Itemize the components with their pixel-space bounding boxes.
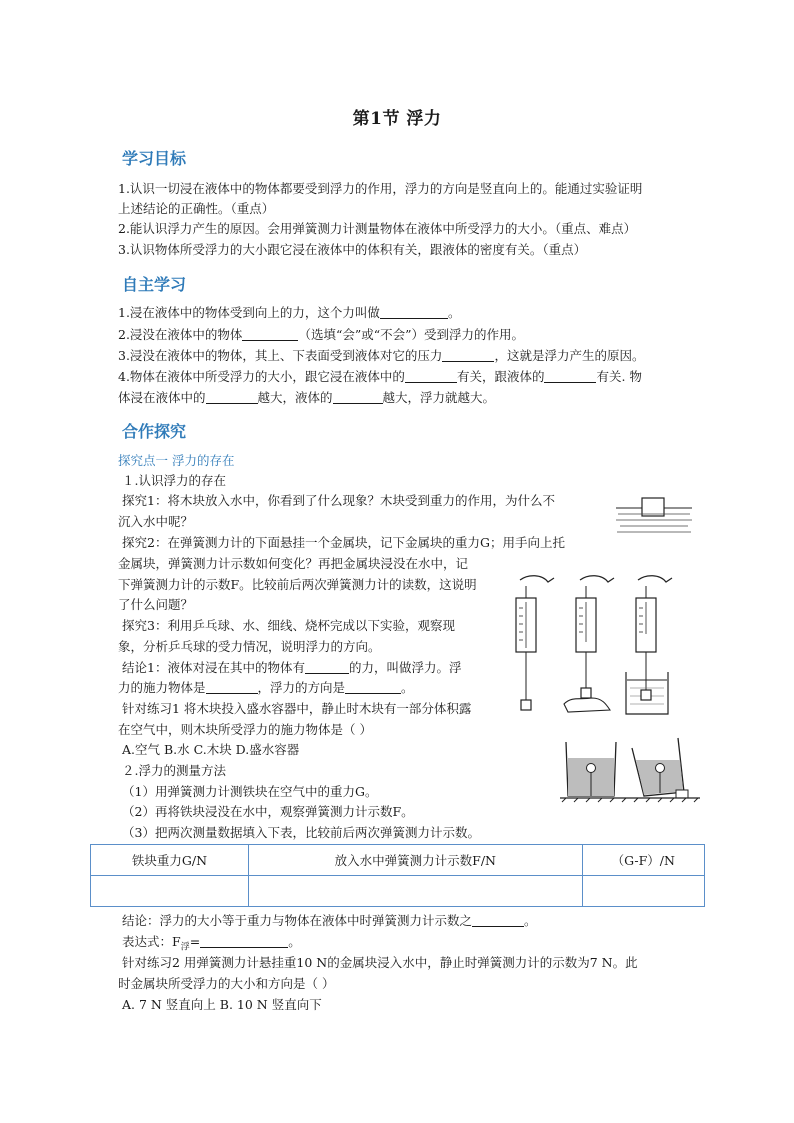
answer-blank[interactable] xyxy=(442,347,494,362)
exp-subscript: 浮 xyxy=(180,942,190,953)
answer-blank[interactable] xyxy=(206,679,258,694)
wedge-block xyxy=(676,790,688,798)
wood-block xyxy=(642,498,664,516)
c2-text-b: 。 xyxy=(524,913,537,928)
c1-text-b: 的力，叫做浮力。浮 xyxy=(348,660,462,675)
table-cell[interactable] xyxy=(91,876,249,907)
exp-text-c: 。 xyxy=(288,934,301,949)
c1-text-a: 结论1：液体对浸在其中的物体有 xyxy=(122,660,305,675)
practice-1-options: A.空气 B.水 C.木块 D.盛水容器 xyxy=(122,742,300,757)
q1-end: 。 xyxy=(447,305,461,320)
metal-block xyxy=(521,700,531,710)
hand-icon xyxy=(638,576,672,582)
floating-block-figure xyxy=(614,492,694,534)
metal-block xyxy=(581,688,591,698)
explore-3-line-b: 象，分析乒乓球的受力情况，说明浮力的方向。 xyxy=(118,639,381,654)
answer-blank[interactable] xyxy=(405,368,457,383)
explore-2-line-b: 金属块，弹簧测力计示数如何变化？再把金属块浸没在水中，记 xyxy=(118,556,469,571)
ping-pong-ball xyxy=(587,764,596,773)
method-step-3: （3）把两次测量数据填入下表，比较前后两次弹簧测力计示数。 xyxy=(122,825,480,840)
goal-line-3: 2.能认识浮力产生的原因。会用弹簧测力计测量物体在液体中所受浮力的大小。（重点、难点） xyxy=(118,221,637,236)
page-title: 第1节 浮力 xyxy=(352,109,442,129)
conclusion-2 xyxy=(122,911,537,931)
table-header-row xyxy=(91,845,705,876)
c2-text-a: 结论：浮力的大小等于重力与物体在液体中时弹簧测力计示数之 xyxy=(122,913,473,928)
self-question-2 xyxy=(118,325,524,345)
c1-text-d: ，浮力的方向是 xyxy=(257,680,346,695)
table-cell[interactable] xyxy=(248,876,582,907)
method-step-2: （2）再将铁块浸没在水中，观察弹簧测力计示数F。 xyxy=(122,804,414,819)
q4-text-e: 越大，液体的 xyxy=(257,390,333,405)
q3-end: ，这就是浮力产生的原因。 xyxy=(494,348,645,363)
q4-text-d: 体浸在液体中的 xyxy=(118,390,206,405)
header-reading-in-water: 放入水中弹簧测力计示数F/N xyxy=(248,845,582,876)
explore-point-1: 探究点一 浮力的存在 xyxy=(118,453,235,468)
explore-1-line-a: 探究1：将木块放入水中，你看到了什么现象？木块受到重力的作用，为什么不 xyxy=(122,493,555,508)
self-question-4a xyxy=(118,367,642,387)
answer-blank[interactable] xyxy=(305,659,349,674)
exp-text-b: = xyxy=(189,934,201,949)
section-heading-goals: 学习目标 xyxy=(122,149,187,168)
c1-text-e: 。 xyxy=(401,680,414,695)
q4-text-f: 越大，浮力就越大。 xyxy=(382,390,496,405)
practice-1-line-b: 在空气中，则木块所受浮力的施力物体是（ ） xyxy=(118,722,372,737)
practice-2-line-a: 针对练习2 用弹簧测力计悬挂重10 N的金属块浸入水中，静止时弹簧测力计的示数为7 N。此 xyxy=(122,955,638,970)
header-iron-weight: 铁块重力G/N xyxy=(91,845,249,876)
spring-scale-figure xyxy=(506,572,692,718)
hand-icon xyxy=(580,576,614,582)
method-step-1: （1）用弹簧测力计测铁块在空气中的重力G。 xyxy=(122,784,378,799)
subheading-measure-method: ２.浮力的测量方法 xyxy=(122,763,226,778)
answer-blank[interactable] xyxy=(206,389,258,404)
spring-scale-2 xyxy=(564,576,614,712)
conclusion-1-line-a xyxy=(122,658,461,678)
answer-blank[interactable] xyxy=(345,679,401,694)
measurement-table xyxy=(90,844,705,907)
q3-text: 3.浸没在液体中的物体，其上、下表面受到液体对它的压力 xyxy=(118,348,443,363)
explore-2-line-d: 了什么问题？ xyxy=(118,597,194,612)
self-question-4b xyxy=(118,388,495,408)
goal-line-2: 上述结论的正确性。（重点） xyxy=(118,201,275,216)
hand-icon xyxy=(520,576,554,582)
q4-text-a: 4.物体在液体中所受浮力的大小，跟它浸在液体中的 xyxy=(118,369,405,384)
c1-text-c: 力的施力物体是 xyxy=(118,680,206,695)
practice-1-line-a: 针对练习1 将木块投入盛水容器中，静止时木块有一部分体积露 xyxy=(122,701,472,716)
explore-2-line-c: 下弹簧测力计的示数F。比较前后两次弹簧测力计的读数，这说明 xyxy=(118,577,477,592)
table-cell[interactable] xyxy=(582,876,704,907)
q2-end: （选填“会”或“不会”）受到浮力的作用。 xyxy=(298,327,524,342)
supporting-hand-icon xyxy=(564,698,610,712)
metal-block xyxy=(641,690,651,700)
beaker-tilted xyxy=(632,738,688,798)
q4-text-b: 有关，跟液体的 xyxy=(456,369,545,384)
explore-2-line-a: 探究2：在弹簧测力计的下面悬挂一个金属块，记下金属块的重力G；用手向上托 xyxy=(122,535,565,550)
answer-blank[interactable] xyxy=(242,326,298,341)
beaker-upright xyxy=(566,742,616,796)
ping-pong-ball xyxy=(656,764,665,773)
subheading-recognize-buoyancy: １.认识浮力的存在 xyxy=(122,473,226,488)
conclusion-1-line-b xyxy=(118,678,414,698)
answer-blank[interactable] xyxy=(472,912,524,927)
answer-blank[interactable] xyxy=(544,368,596,383)
self-question-1 xyxy=(118,303,460,323)
q1-text: 1.浸在液体中的物体受到向上的力，这个力叫做 xyxy=(118,305,380,320)
section-heading-cooperative: 合作探究 xyxy=(122,422,187,441)
table-row xyxy=(91,876,705,907)
spring-scale-3 xyxy=(626,576,672,714)
goal-line-1: 1.认识一切浸在液体中的物体都要受到浮力的作用，浮力的方向是竖直向上的。能通过实验证明 xyxy=(118,181,643,196)
q4-text-c: 有关. 物 xyxy=(596,369,642,384)
explore-1-line-b: 沉入水中呢？ xyxy=(118,514,194,529)
q2-text: 2.浸没在液体中的物体 xyxy=(118,327,243,342)
exp-text-a: 表达式：F xyxy=(122,934,181,949)
ping-pong-beaker-figure xyxy=(560,734,700,804)
explore-3-line-a: 探究3：利用乒乓球、水、细线、烧杯完成以下实验，观察现 xyxy=(122,618,455,633)
practice-2-line-b: 时金属块所受浮力的大小和方向是（ ） xyxy=(118,976,335,991)
self-question-3 xyxy=(118,346,644,366)
section-heading-self-study: 自主学习 xyxy=(122,275,187,294)
answer-blank[interactable] xyxy=(333,389,383,404)
header-difference: （G-F）/N xyxy=(582,845,704,876)
practice-2-options: A. 7 N 竖直向上 B. 10 N 竖直向下 xyxy=(122,997,322,1012)
answer-blank[interactable] xyxy=(380,304,448,319)
spring-scale-1 xyxy=(516,576,554,710)
goal-line-4: 3.认识物体所受浮力的大小跟它浸在液体中的体积有关，跟液体的密度有关。（重点） xyxy=(118,242,587,257)
answer-blank[interactable] xyxy=(200,933,288,948)
